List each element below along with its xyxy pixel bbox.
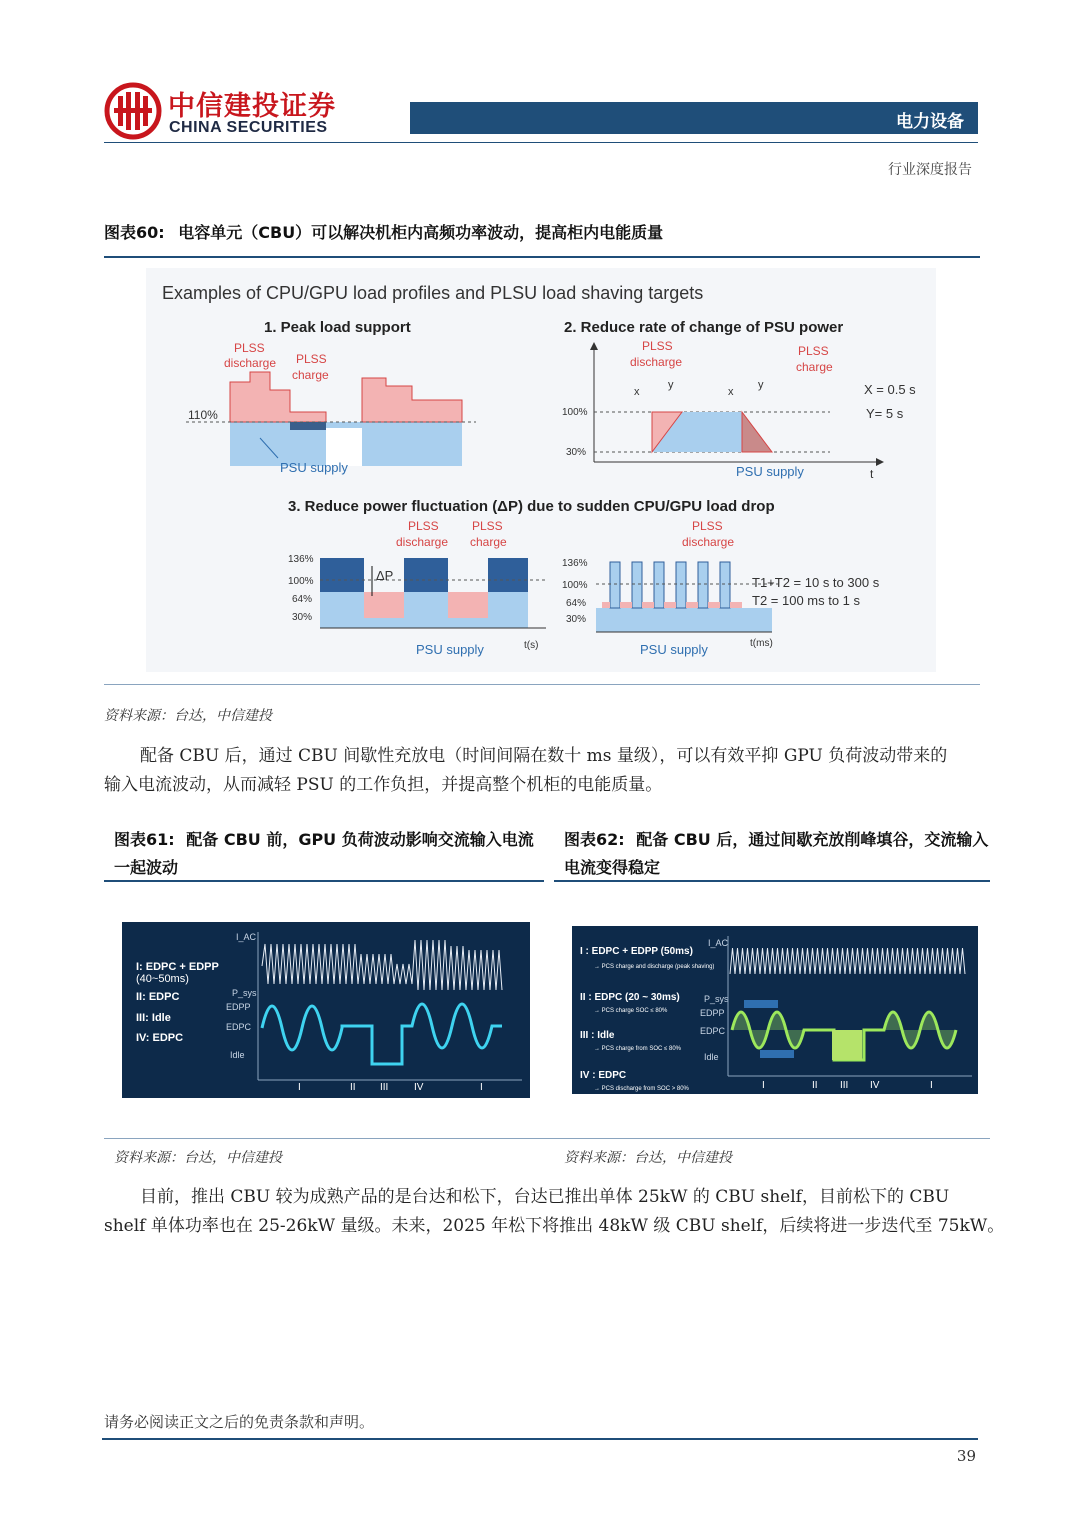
paragraph-1 [104,742,980,800]
fig62-legend-1: I : EDPC + EDPP (50ms) [580,946,693,957]
panel3-chart-right [562,518,936,668]
figure61-62-bottom-rule [104,1138,990,1139]
panel3-psu-label-left: PSU supply [416,642,484,657]
panel3r-plss-discharge-2: discharge [682,535,735,549]
figure61-caption-line-1 [114,826,544,854]
fig61-phase-1: I [298,1082,301,1093]
figure62-caption [564,826,994,882]
fig61-axis-edpp: EDPP [226,1002,251,1012]
fig62-legend-6: → PCS charge from SOC ≤ 80% [594,1046,681,1052]
panel2-y-mark-1: y [668,379,674,391]
figure62-top-rule [554,880,990,882]
panel2-level-100: 100% [562,407,588,418]
panel1-plss-charge-2: charge [292,368,329,382]
figure60-caption [104,220,663,243]
sector-banner [410,102,978,134]
header [0,0,1080,190]
fig61-phase-4: IV [414,1082,424,1093]
panel2-x-value: X = 0.5 s [864,382,916,397]
panel1-plss-charge-1: PLSS [296,352,327,366]
fig62-axis-edpp: EDPP [700,1008,725,1018]
figure61-caption [114,826,544,882]
panel1-chart [186,340,486,480]
figure61-top-rule [104,880,544,882]
figure61-caption-line-2: 一起波动 [114,858,179,877]
panel3-level-64: 64% [292,594,313,605]
figure62-chart [572,926,978,1094]
figure62-source: 资料来源：台达，中信建投 [564,1150,732,1166]
panel3-t1t2: T1+T2 = 10 s to 300 s [752,575,880,590]
panel1-level-110: 110% [188,408,218,422]
header-rule [104,142,978,143]
fig62-psys: P_sys [704,994,729,1004]
fig61-legend-5: IV: EDPC [136,1032,184,1044]
panel2-title: 2. Reduce rate of change of PSU power [564,319,844,336]
paragraph-2-line-2: shelf 单体功率也在 25-26kW 量级。未来，2025 年松下将推出 48kW 级 CBU shelf，后续将进一步迭代至 75kW。 [104,1216,1005,1236]
fig62-legend-8: → PCS discharge from SOC > 80% [594,1086,689,1092]
paragraph-2 [104,1183,1005,1241]
figure60-top-rule [104,256,980,258]
figure62-image [572,926,978,1094]
figure60-source: 资料来源：台达，中信建投 [104,708,272,724]
fig61-legend-3: II: EDPC [136,991,180,1003]
figure61-chart [122,922,530,1098]
panel3-chart-left [286,518,556,668]
figure60-caption-text: 电容单元（CBU）可以解决机柜内高频功率波动，提高柜内电能质量 [178,223,664,242]
panel1-title: 1. Peak load support [264,319,411,336]
figure61-source: 资料来源：台达，中信建投 [114,1150,282,1166]
fig62-phase-3: III [840,1080,849,1091]
fig61-axis-edpc: EDPC [226,1022,252,1032]
footer-rule [102,1438,978,1440]
panel2-chart [560,340,930,480]
panel2-plss-discharge-1: PLSS [642,340,673,353]
fig62-iac: I_AC [708,938,729,948]
panel2-plss-charge-2: charge [796,360,833,374]
paragraph-1-line-1: 配备 CBU 后，通过 CBU 间歇性充放电（时间间隔在数十 ms 量级），可以有效平抑 GPU 负荷波动带来的 [140,746,948,766]
brand-name-en: CHINA SECURITIES [169,119,328,136]
panel3r-level-100: 100% [562,580,588,591]
fig61-phase-2: II [350,1082,356,1093]
panel3r-plss-discharge-1: PLSS [692,519,723,533]
paragraph-2-line-1: 目前，推出 CBU 较为成熟产品的是台达和松下，台达已推出单体 25kW 的 CBU shelf，目前松下的 CBU [140,1187,950,1207]
panel3-plss-charge-1: PLSS [472,519,503,533]
fig62-phase-1: I [762,1080,765,1091]
figure61-image [122,922,530,1098]
fig62-legend-4: → PCS charge SOC ≤ 80% [594,1008,668,1014]
china-securities-logo [104,82,162,140]
figure60-bottom-rule [104,684,980,685]
panel2-level-30: 30% [566,447,587,458]
figure61-caption-num: 图表61: [114,830,175,849]
figure60-title: Examples of CPU/GPU load profiles and PLSU load shaving targets [162,283,704,303]
fig62-legend-7: IV : EDPC [580,1070,627,1081]
panel2-psu-label: PSU supply [736,464,804,479]
panel3-title: 3. Reduce power fluctuation (ΔP) due to sudden CPU/GPU load drop [288,498,775,515]
panel3-level-100: 100% [288,576,314,587]
paragraph-1-line-2: 输入电流波动，从而减轻 PSU 的工作负担，并提高整个机柜的电能质量。 [104,775,663,795]
panel3-plss-discharge-1: PLSS [408,519,439,533]
panel3-t-axis-left: t(s) [524,640,539,651]
fig61-psys: P_sys [232,988,257,998]
page-number: 39 [956,1447,976,1465]
sector-label: 电力设备 [896,112,964,132]
fig62-axis-edpc: EDPC [700,1026,726,1036]
footer-disclaimer: 请务必阅读正文之后的免责条款和声明。 [104,1413,375,1431]
fig61-iac: I_AC [236,932,257,942]
figure61-caption-text: 配备 CBU 前，GPU 负荷波动影响交流输入电流 [186,830,534,849]
panel3-t2: T2 = 100 ms to 1 s [752,593,861,608]
brand-name-cn: 中信建投证券 [168,91,336,122]
fig61-axis-idle: Idle [230,1050,245,1060]
panel2-plss-discharge-2: discharge [630,355,683,369]
fig62-phase-2: II [812,1080,818,1091]
figure60-caption-num: 图表60: [104,223,165,242]
panel3-psu-label-right: PSU supply [640,642,708,657]
figure62-caption-num: 图表62: [564,830,625,849]
fig62-axis-idle: Idle [704,1052,719,1062]
fig62-legend-5: III : Idle [580,1030,615,1041]
report-type: 行业深度报告 [888,162,972,178]
panel3r-level-30: 30% [566,614,587,625]
figure62-caption-line-1 [564,826,994,854]
fig62-legend-3: II : EDPC (20 ~ 30ms) [580,992,680,1003]
figure62-caption-text: 配备 CBU 后，通过间歇充放削峰填谷，交流输入 [636,830,989,849]
panel3-t-axis-right: t(ms) [750,638,773,649]
panel3r-level-64: 64% [566,598,587,609]
panel3-level-30: 30% [292,612,313,623]
panel2-t-axis: t [870,467,874,480]
panel1-plss-discharge-1: PLSS [234,341,265,355]
fig61-legend-1: I: EDPC + EDPP [136,961,219,973]
panel3-plss-discharge-2: discharge [396,535,449,549]
panel3-delta-p: ΔP [376,568,394,583]
panel2-y-value: Y= 5 s [866,406,904,421]
panel2-x-mark-1: x [634,386,640,398]
fig61-phase-3: III [380,1082,389,1093]
panel3-level-136: 136% [288,554,314,565]
fig61-legend-4: III: Idle [136,1012,171,1024]
panel2-x-mark-2: x [728,386,734,398]
figure62-caption-line-2: 电流变得稳定 [564,858,661,877]
panel1-plss-discharge-2: discharge [224,356,277,370]
fig62-phase-4: IV [870,1080,880,1091]
panel2-y-mark-2: y [758,379,764,391]
fig62-legend-2: → PCS charge and discharge (peak shaving) [594,964,715,970]
fig61-legend-2: (40~50ms) [136,973,189,985]
panel3-plss-charge-2: charge [470,535,507,549]
fig62-phase-5: I [930,1080,933,1091]
figure60-image [146,268,936,672]
panel3r-level-136: 136% [562,558,588,569]
fig61-phase-5: I [480,1082,483,1093]
panel2-plss-charge-1: PLSS [798,344,829,358]
panel1-psu-label: PSU supply [280,460,348,475]
